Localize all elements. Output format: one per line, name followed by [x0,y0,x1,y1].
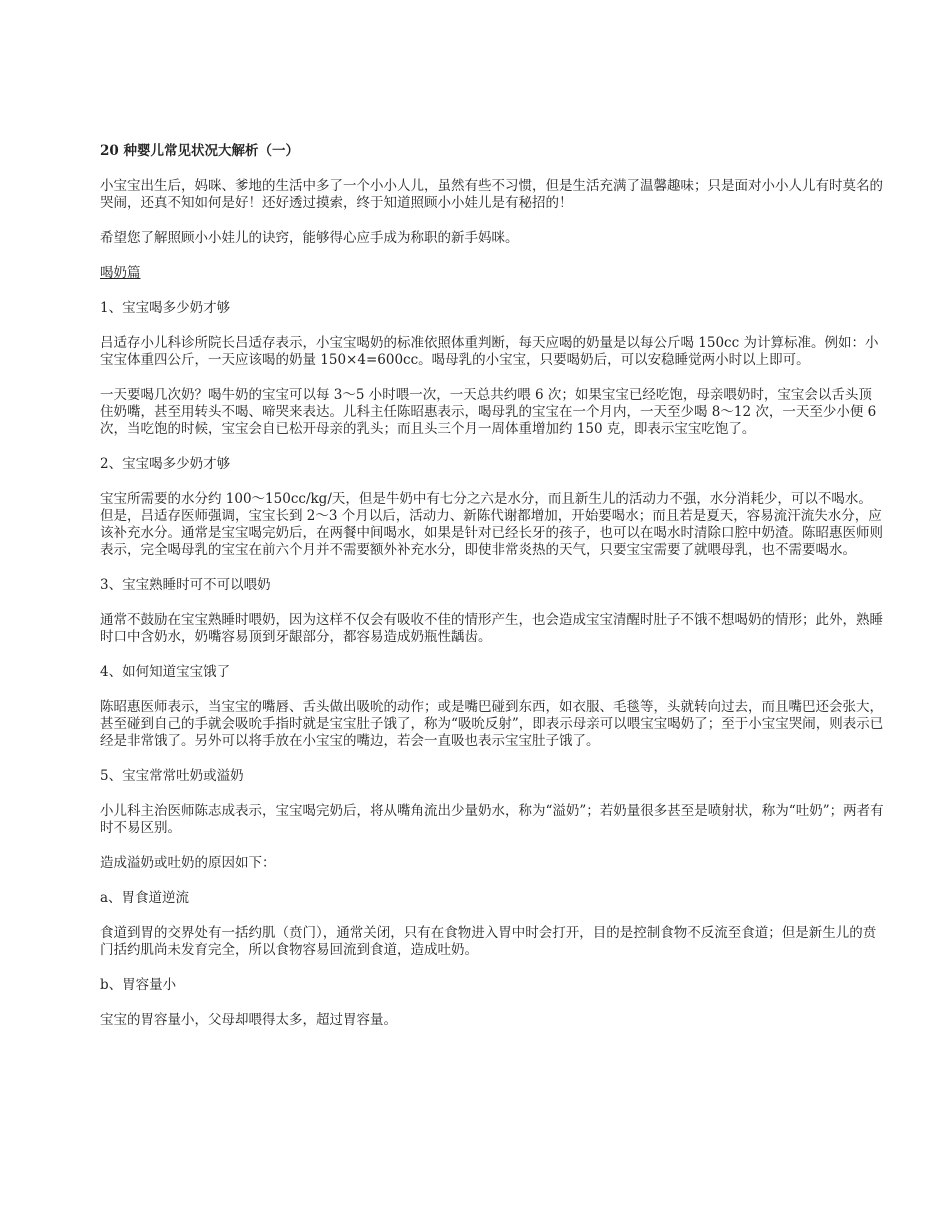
paragraph-4: 陈昭惠医师表示，当宝宝的嘴唇、舌头做出吸吮的动作；或是嘴巴碰到东西，如衣服、毛毯等，头就转向过去，而且嘴巴还会张大，甚至碰到自己的手就会吸吮手指时就是宝宝肚子饿了，称为“吸吮反射”，即表示母亲可以喂宝宝喝奶了；至于小宝宝哭闹，则表示已经是非常饿了。另外可以将手放在小宝宝的嘴边，若会一直吸也表示宝宝肚子饿了。 [100,699,884,749]
subheading-5: 5、宝宝常常吐奶或溢奶 [100,768,244,784]
subheading-3: 3、宝宝熟睡时可不可以喂奶 [100,577,271,593]
paragraph-3: 通常不鼓励在宝宝熟睡时喂奶，因为这样不仅会有吸收不佳的情形产生，也会造成宝宝清醒时肚子不饿不想喝奶的情形；此外，熟睡时口中含奶水，奶嘴容易顶到牙龈部分，都容易造成奶瓶性龋齿。 [100,612,883,645]
intro-paragraph-2: 希望您了解照顾小小娃儿的诀窍，能够得心应手成为称职的新手妈咪。 [100,230,519,246]
section-title: 喝奶篇 [100,265,141,281]
paragraph-1b: 一天要喝几次奶？喝牛奶的宝宝可以每 3～5 小时喂一次，一天总共约喂 6 次；如果宝宝已经吃饱，母亲喂奶时，宝宝会以舌头顶住奶嘴，甚至用转头不喝、啼哭来表达。儿科主任陈昭惠表示，喝母乳的宝宝在一个月内，一天至少喝 8～12 次，一天至少小便 6 次，当吃饱的时候，宝宝会自已松开母亲的乳头；而且头三个月一周体重增加约 150 克，即表示宝宝吃饱了。 [100,387,877,437]
cause-b-heading: b、胃容量小 [100,977,177,993]
intro-paragraph-1: 小宝宝出生后，妈咪、爹地的生活中多了一个小小人儿，虽然有些不习惯，但是生活充满了温馨趣味；只是面对小小人儿有时莫名的哭闹，还真不知如何是好！还好透过摸索，终于知道照顾小小娃儿是有秘招的！ [100,178,883,211]
causes-intro: 造成溢奶或吐奶的原因如下： [100,855,276,871]
paragraph-1a: 吕适存小儿科诊所院长吕适存表示，小宝宝喝奶的标准依照体重判断，每天应喝的奶量是以每公斤喝 150cc 为计算标准。例如：小宝宝体重四公斤，一天应该喝的奶量 150×4=600cc。喝母乳的小宝宝，只要喝奶后，可以安稳睡觉两小时以上即可。 [100,335,879,368]
cause-a-paragraph: 食道到胃的交界处有一括约肌（贲门），通常关闭，只有在食物进入胃中时会打开，目的是控制食物不反流至食道；但是新生儿的贲门括约肌尚未发育完全，所以食物容易回流到食道，造成吐奶。 [100,925,877,958]
document-title: 20 种婴儿常见状况大解析（一） [100,143,299,159]
cause-a-heading: a、胃食道逆流 [100,890,190,906]
document-page [100,143,885,1047]
paragraph-2: 宝宝所需要的水分约 100～150cc/kg/天，但是牛奶中有七分之六是水分，而且新生儿的活动力不强，水分消耗少，可以不喝水。但是，吕适存医师强调，宝宝长到 2～3 个月以后，活动力、新陈代谢都增加，开始要喝水；而且若是夏天，容易流汗流失水分，应该补充水分。通常是宝宝喝完奶后，在两餐中间喝水，如果是针对已经长牙的孩子，也可以在喝水时清除口腔中奶渣。陈昭惠医师则表示，完全喝母乳的宝宝在前六个月并不需要额外补充水分，即使非常炎热的天气，只要宝宝需要了就喂母乳，也不需要喝水。 [100,491,883,558]
subheading-4: 4、如何知道宝宝饿了 [100,664,231,680]
subheading-2: 2、宝宝喝多少奶才够 [100,456,231,472]
subheading-1: 1、宝宝喝多少奶才够 [100,300,231,316]
paragraph-5: 小儿科主治医师陈志成表示，宝宝喝完奶后，将从嘴角流出少量奶水，称为“溢奶”；若奶量很多甚至是喷射状，称为“吐奶”；两者有时不易区别。 [100,803,884,836]
cause-b-paragraph: 宝宝的胃容量小，父母却喂得太多，超过胃容量。 [100,1012,397,1028]
